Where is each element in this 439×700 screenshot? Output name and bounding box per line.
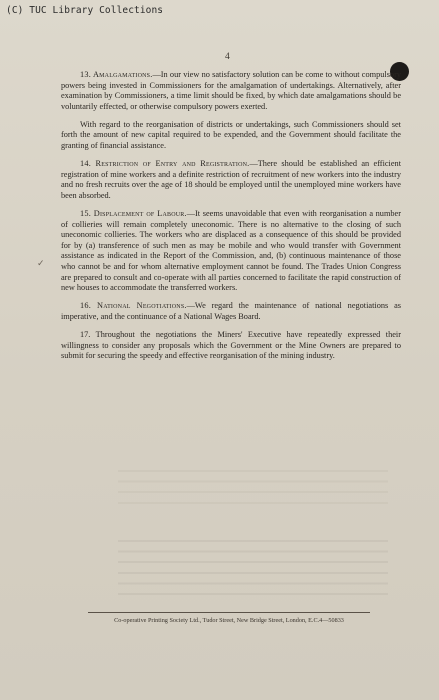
bleed-through [118,540,388,600]
section-text: —In our view no satisfactory solution can be come to without compulsory powers being invested in Commissioners for the amalgamation of undertakings. Alternatively, after examination by Commissioners, a time limit should be fixed, by which date amalgamations should be voluntarily effected, or otherwise compulsory powers exerted. [61,70,401,111]
section-heading: 15. Displacement of Labour. [80,209,187,219]
printer-imprint: Co-operative Printing Society Ltd., Tudor Street, New Bridge Street, London, E.C.4—50833 [114,617,344,624]
section-14 [61,159,401,201]
section-text: —It seems unavoidable that even with reorganisation a number of collieries will remain completely uneconomic. There is no alternative to the closing of such uneconomic collieries. The workers who are displaced as a consequence of this should be provided for by (a) transference of such men as may be mobile and who would transfer with Government assistance as indicated in the Report of the Commission, and, (b) continuous maintenance of those who cannot be and for whom alternative employment cannot be found. The Trades Union Congress are prepared to consult and co-operate with all parties concerned to facilitate the rapid construction of new houses to accommodate the transferred workers. [61,209,401,293]
section-13-continued [61,120,401,152]
section-text: 17. Throughout the negotiations the Miners' Executive have repeatedly expressed their willingness to consider any proposals which the Government or the Mine Owners are prepared to submit for securing the speedy and effective reorganisation of the mining industry. [61,329,401,361]
bleed-through [118,470,388,510]
section-text: With regard to the reorganisation of districts or undertakings, such Commissioners should set forth the amount of new capital required to be expended, and the Government should facilitate the granting of financial assistance. [61,119,401,151]
section-text: —There should be established an efficient registration of mine workers and a definite restriction of recruitment of new workers into the industry and no fresh recruits over the age of 18 should be employed until the unemployed mine workers have been absorbed. [61,159,401,200]
section-16 [61,301,401,322]
section-13 [61,70,401,112]
watermark: (C) TUC Library Collections [6,5,164,16]
margin-mark: ✓ [37,258,45,268]
section-text: —We regard the maintenance of national negotiations as imperative, and the continuance of a National Wages Board. [61,301,401,321]
section-heading: 16. National Negotiations. [80,301,187,311]
document-body [61,70,401,369]
section-17 [61,330,401,362]
page-number: 4 [225,52,230,62]
section-heading: 14. Restriction of Entry and Registration. [80,159,250,169]
section-heading: 13. Amalgamations. [80,70,153,79]
footer-rule [88,612,370,613]
section-15 [61,209,401,294]
